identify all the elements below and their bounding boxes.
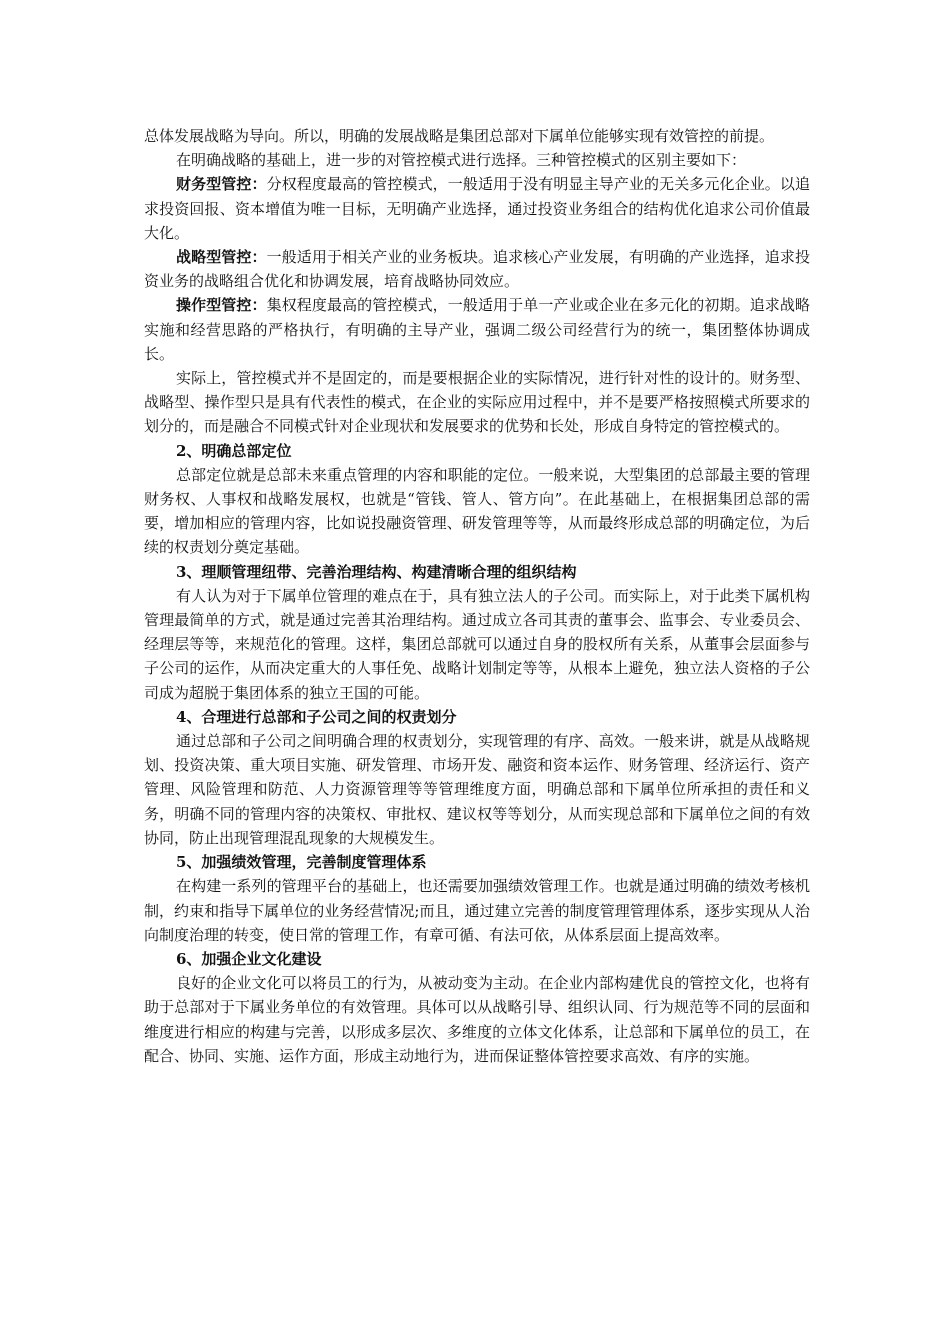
section-body: 有人认为对于下属单位管理的难点在于，具有独立法人的子公司。而实际上，对于此类下属机构管理最简单的方式，就是通过完善其治理结构。通过成立各司其责的董事会、监事会、专业委员会、经理层等等，来规范化的管理。这样，集团总部就可以通过自身的股权所有关系，从董事会层面参与子公司的运作，从而决定重大的人事任免、战略计划制定等等，从根本上避免，独立法人资格的子公司成为超脱于集团体系的独立王国的可能。 [144,586,810,702]
mode-strategic-term: 战略型管控： [176,248,267,267]
section-body: 良好的企业文化可以将员工的行为，从被动变为主动。在企业内部构建优良的管控文化，也将有助于总部对于下属业务单位的有效管理。具体可以从战略引导、组织认同、行为规范等不同的层面和维度进行相应的构建与完善，以形成多层次、多维度的立体文化体系，让总部和下属单位的员工，在配合、协同、实施、运作方面，形成主动地行为，进而保证整体管控要求高效、有序的实施。 [144,974,810,1065]
section-body: 通过总部和子公司之间明确合理的权责划分，实现管理的有序、高效。一般来讲，就是从战略规划、投资决策、重大项目实施、研发管理、市场开发、融资和资本运作、财务管理、经济运行、资产管理、风险管理和防范、人力资源管理等等管理维度方面，明确总部和下属单位所承担的责任和义务，明确不同的管理内容的决策权、审批权、建议权等等划分，从而实现总部和下属单位之间的有效协同，防止出现管理混乱现象的大规模发生。 [144,732,810,847]
section-heading: 5、加强绩效管理，完善制度管理体系 [176,853,427,872]
section-body: 在构建一系列的管理平台的基础上，也还需要加强绩效管理工作。也就是通过明确的绩效考核机制，约束和指导下属单位的业务经营情况;而且，通过建立完善的制度管理管理体系，逐步实现从人治向制度治理的转变，使日常的管理工作，有章可循、有法可依，从体系层面上提高效率。 [144,877,810,944]
mode-financial-paragraph [144,172,810,245]
mode-operational-paragraph [144,293,810,366]
mode-financial-term: 财务型管控： [176,175,267,194]
mode-operational-text: 集权程度最高的管控模式，一般适用于单一产业或企业在多元化的初期。追求战略实施和经营思路的严格执行，有明确的主导产业，强调二级公司经营行为的统一，集团整体协调成长。 [144,296,810,363]
section-heading: 4、合理进行总部和子公司之间的权责划分 [176,707,457,726]
mode-strategic-paragraph [144,245,810,293]
mode-choice-paragraph: 在明确战略的基础上，进一步的对管控模式进行选择。三种管控模式的区别主要如下： [176,151,747,170]
document-page [144,124,810,1068]
intro-paragraph: 总体发展战略为导向。所以，明确的发展战略是集团总部对下属单位能够实现有效管控的前提。 [144,127,775,145]
actual-practice-paragraph: 实际上，管控模式并不是固定的，而是要根据企业的实际情况，进行针对性的设计的。财务型、战略型、操作型只是具有代表性的模式，在企业的实际应用过程中，并不是要严格按照模式所要求的划分的，而是融合不同模式针对企业现状和发展要求的优势和长处，形成自身特定的管控模式的。 [144,369,810,436]
mode-strategic-text: 一般适用于相关产业的业务板块。追求核心产业发展，有明确的产业选择，追求投资业务的战略组合优化和协调发展，培育战略协同效应。 [144,248,810,291]
mode-operational-term: 操作型管控： [176,296,267,315]
section-heading: 6、加强企业文化建设 [176,949,322,968]
mode-financial-text: 分权程度最高的管控模式，一般适用于没有明显主导产业的无关多元化企业。以追求投资回报、资本增值为唯一目标，无明确产业选择，通过投资业务组合的结构优化追求公司价值最大化。 [144,175,810,242]
section-heading: 2、明确总部定位 [176,441,292,460]
section-heading: 3、理顺管理纽带、完善治理结构、构建清晰合理的组织结构 [176,562,577,581]
section-body: 总部定位就是总部未来重点管理的内容和职能的定位。一般来说，大型集团的总部最主要的管理财务权、人事权和战略发展权，也就是“管钱、管人、管方向”。在此基础上，在根据集团总部的需要，增加相应的管理内容，比如说投融资管理、研发管理等等，从而最终形成总部的明确定位，为后续的权责划分奠定基础。 [144,465,810,557]
